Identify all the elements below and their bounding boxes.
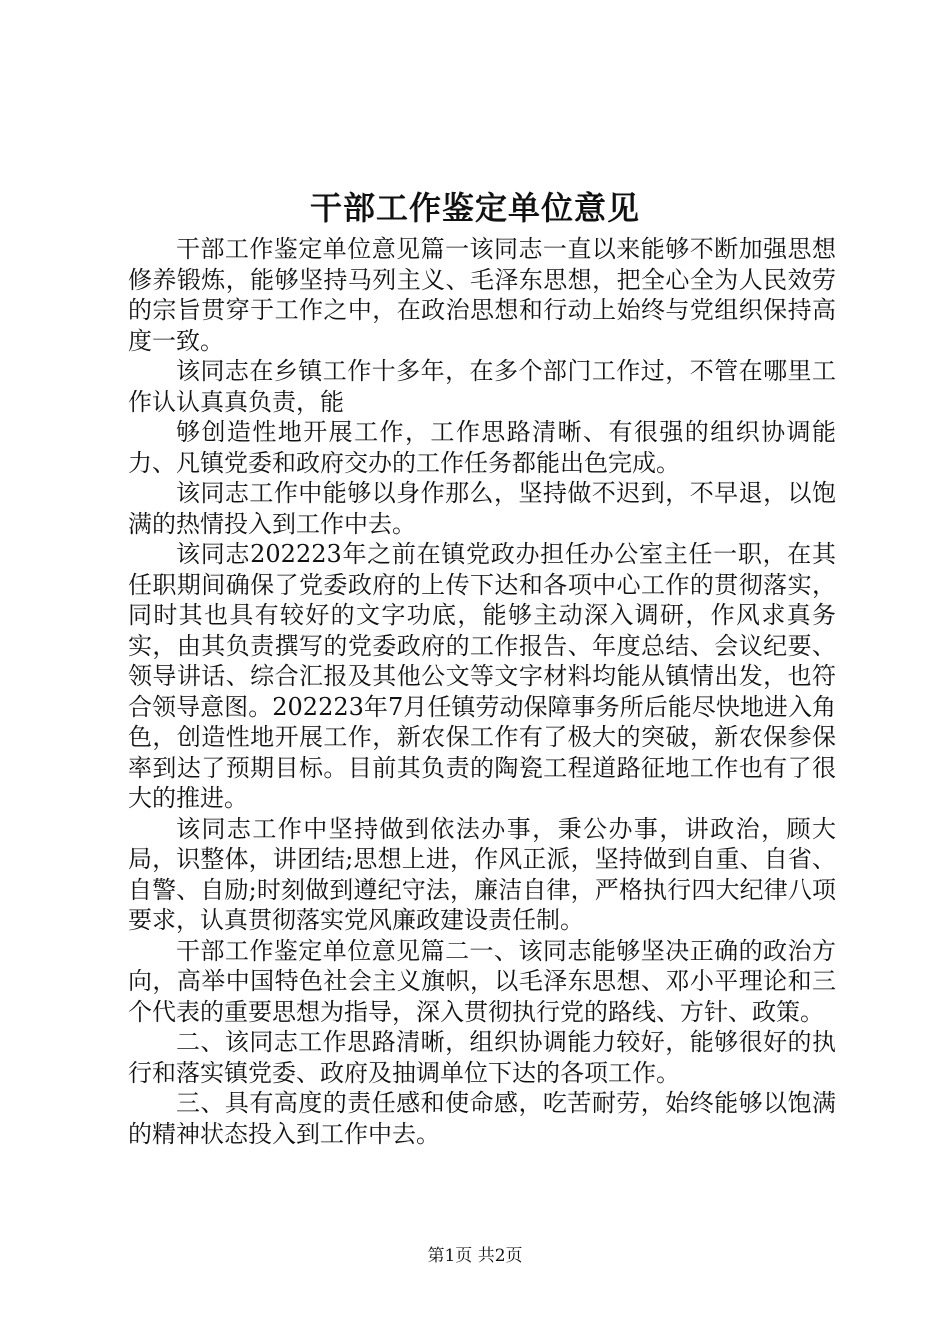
body-paragraph: 够创造性地开展工作，工作思路清晰、有很强的组织协调能力、凡镇党委和政府交办的工作任务都能出色完成。 (128, 418, 836, 477)
body-paragraph: 该同志202223年之前在镇党政办担任办公室主任一职，在其任职期间确保了党委政府的上传下达和各项中心工作的贯彻落实，同时其也具有较好的文字功底，能够主动深入调研，作风求真务实，由其负责撰写的党委政府的工作报告、年度总结、会议纪要、领导讲话、综合汇报及其他公文等文字材料均能从镇情出发，也符合领导意图。202223年7月任镇劳动保障事务所后能尽快地进入角色，创造性地开展工作，新农保工作有了极大的突破，新农保参保率到达了预期目标。目前其负责的陶瓷工程道路征地工作也有了很大的推进。 (128, 540, 836, 812)
body-paragraph: 三、具有高度的责任感和使命感，吃苦耐劳，始终能够以饱满的精神状态投入到工作中去。 (128, 1089, 836, 1148)
body-paragraph: 该同志工作中能够以身作那么，坚持做不迟到，不早退，以饱满的热情投入到工作中去。 (128, 479, 836, 538)
body-paragraph: 干部工作鉴定单位意见篇二一、该同志能够坚决正确的政治方向，高举中国特色社会主义旗帜，以毛泽东思想、邓小平理论和三个代表的重要思想为指导，深入贯彻执行党的路线、方针、政策。 (128, 936, 836, 1026)
body-paragraph: 二、该同志工作思路清晰，组织协调能力较好，能够很好的执行和落实镇党委、政府及抽调单位下达的各项工作。 (128, 1028, 836, 1087)
document-body (128, 234, 836, 1149)
body-paragraph: 干部工作鉴定单位意见篇一该同志一直以来能够不断加强思想修养锻炼，能够坚持马列主义、毛泽东思想，把全心全为人民效劳的宗旨贯穿于工作之中，在政治思想和行动上始终与党组织保持高度一致。 (128, 235, 836, 355)
body-paragraph: 该同志工作中坚持做到依法办事，秉公办事，讲政治，顾大局，识整体，讲团结;思想上进，作风正派，坚持做到自重、自省、自警、自励;时刻做到遵纪守法，廉洁自律，严格执行四大纪律八项要求，认真贯彻落实党风廉政建设责任制。 (128, 814, 836, 934)
body-paragraph: 该同志在乡镇工作十多年，在多个部门工作过，不管在哪里工作认认真真负责，能 (128, 357, 836, 416)
page-number-footer: 第1页 共2页 (427, 1246, 523, 1266)
document-title: 干部工作鉴定单位意见 (309, 189, 640, 227)
